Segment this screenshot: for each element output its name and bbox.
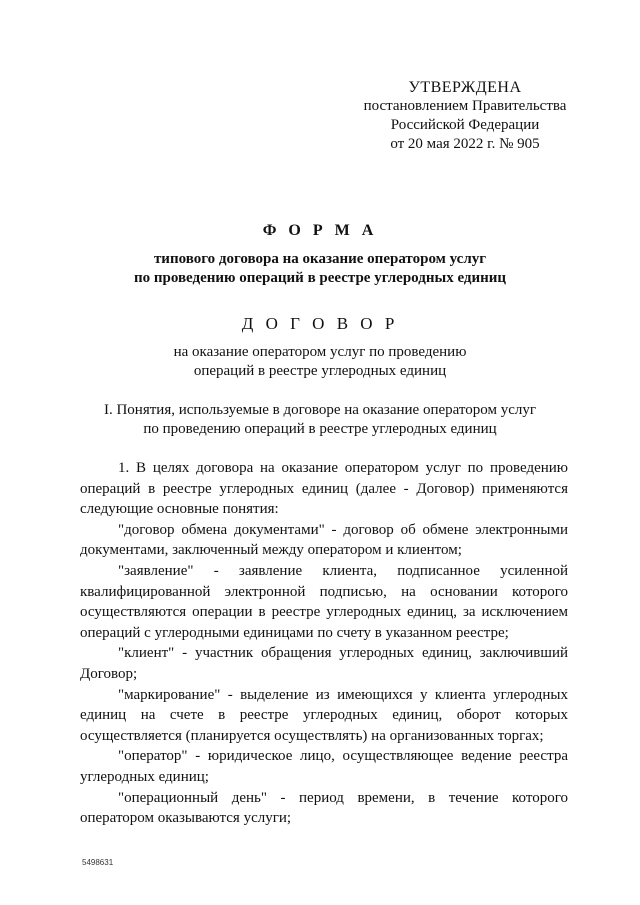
approval-heading: УТВЕРЖДЕНА xyxy=(408,79,522,96)
approval-line-3: от 20 мая 2022 г. № 905 xyxy=(390,136,540,152)
form-subtitle xyxy=(60,250,580,288)
contract-subtitle-line-2: операций в реестре углеродных единиц xyxy=(193,363,447,379)
contract-subtitle-line-1: на оказание оператором услуг по проведению xyxy=(173,344,467,360)
approval-stamp xyxy=(330,78,600,154)
definition-document-exchange: "договор обмена документами" - договор об обмене электронными документами, заключенный между оператором и клиентом; xyxy=(80,521,568,559)
section-heading xyxy=(60,401,580,439)
approval-line-2: Российской Федерации xyxy=(390,117,540,133)
section-heading-line-1: I. Понятия, используемые в договоре на оказание оператором услуг xyxy=(103,402,537,418)
section-heading-line-2: по проведению операций в реестре углеродных единиц xyxy=(143,421,497,437)
document-code: 5498631 xyxy=(82,858,114,867)
definition-operating-day: "операционный день" - период времени, в течение которого оператором оказываются услуги; xyxy=(80,789,568,827)
form-subtitle-line-2: по проведению операций в реестре углеродных единиц xyxy=(133,270,507,286)
definition-marking: "маркирование" - выделение из имеющихся у клиента углеродных единиц на счете в реестре углеродных единиц, оборот которых осуществляется (планируется осуществлять) на организованных торгах; xyxy=(80,686,568,744)
contract-title: Д О Г О В О Р xyxy=(241,314,399,333)
paragraph-intro: 1. В целях договора на оказание оператором услуг по проведению операций в реестре углеродных единиц (далее - Договор) применяются следующие основные понятия: xyxy=(80,460,568,518)
definition-client: "клиент" - участник обращения углеродных единиц, заключивший Договор; xyxy=(80,645,568,682)
form-title: Ф О Р М А xyxy=(262,222,378,239)
document-body xyxy=(80,458,568,829)
definition-application: "заявление" - заявление клиента, подписанное усиленной квалифицированной электронной подписью, на основании которого осуществляются операции в реестре углеродных единиц, за исключением операций с углеродными единицами по счету в указанном реестре; xyxy=(80,562,568,641)
contract-subtitle xyxy=(60,343,580,381)
definition-operator: "оператор" - юридическое лицо, осуществляющее ведение реестра углеродных единиц; xyxy=(80,748,568,785)
approval-line-1: постановлением Правительства xyxy=(363,98,567,114)
form-subtitle-line-1: типового договора на оказание оператором услуг xyxy=(153,251,487,267)
